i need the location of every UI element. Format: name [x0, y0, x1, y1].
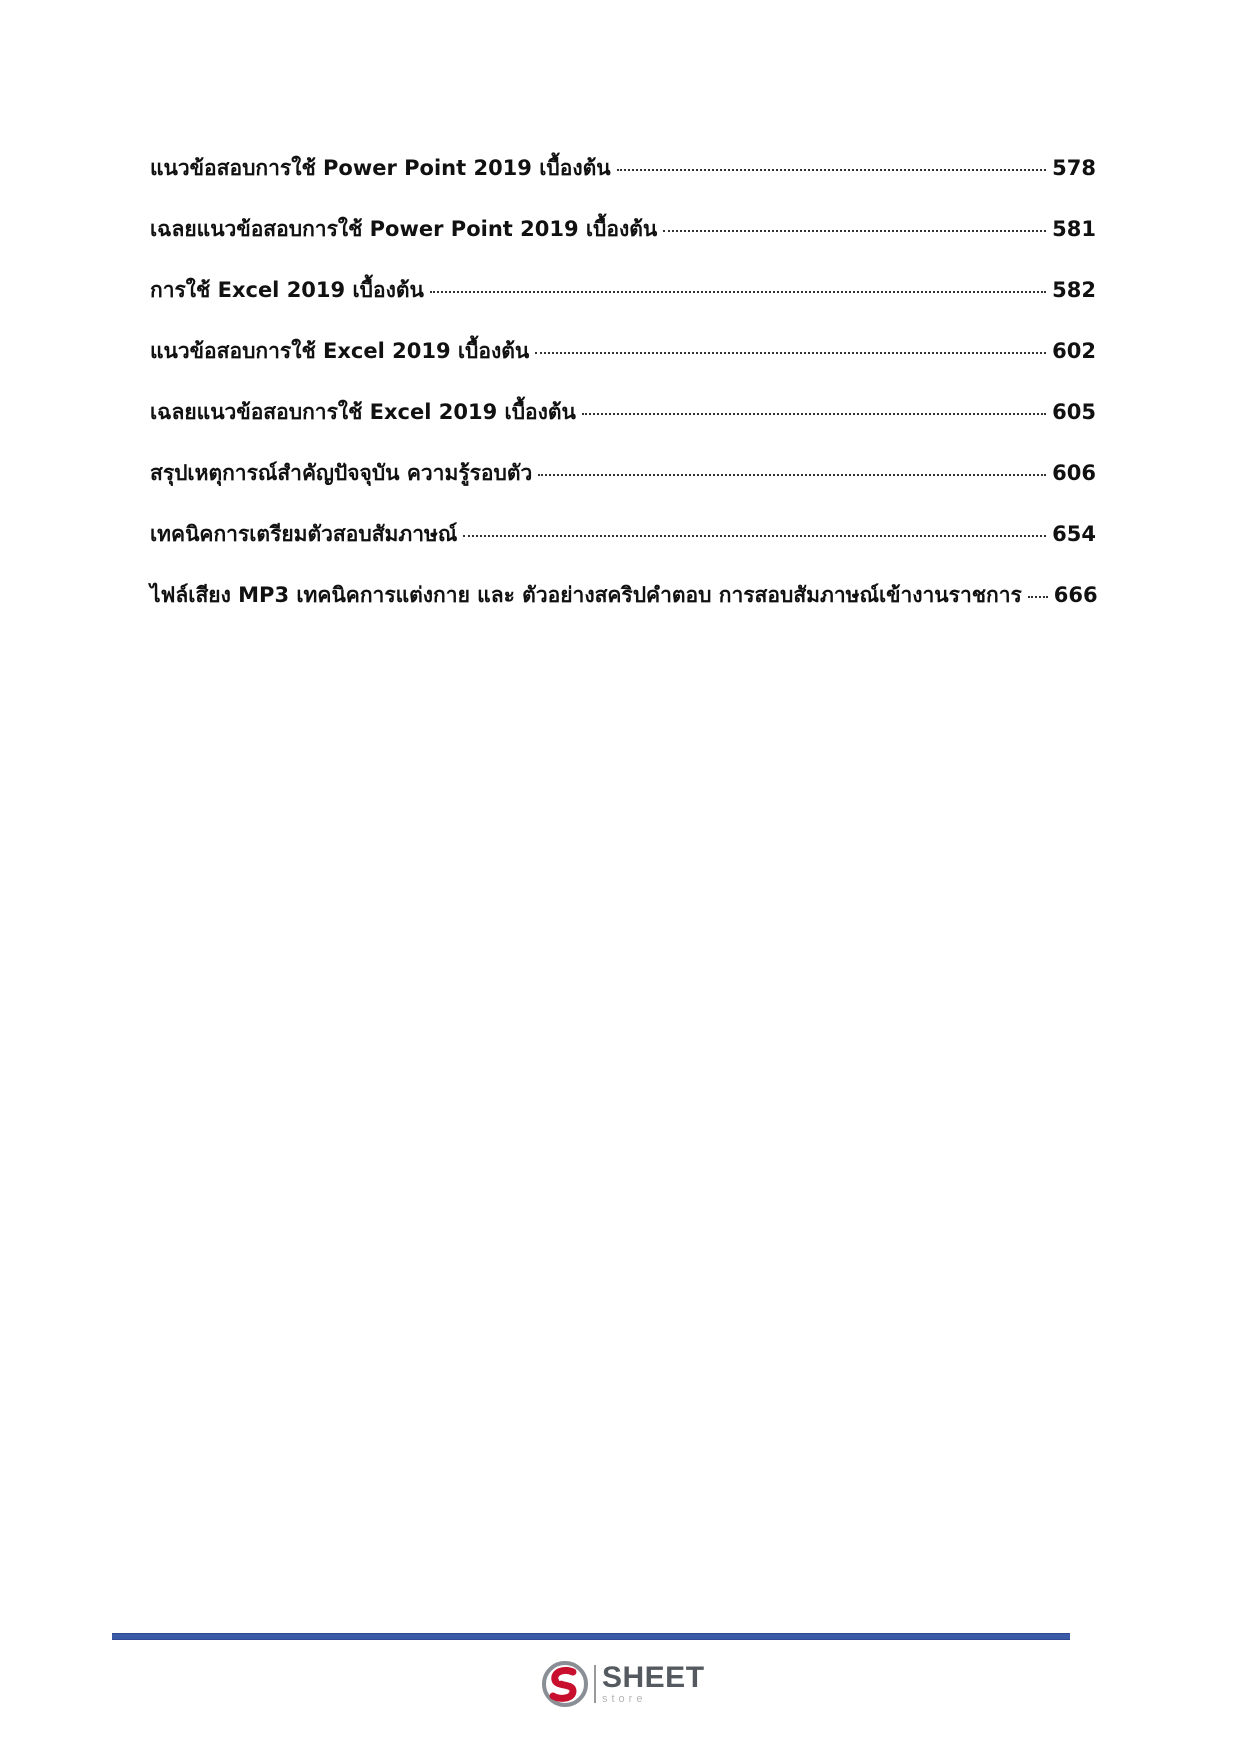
sheet-store-logo: [540, 1658, 710, 1710]
toc-entry-title: แนวข้อสอบการใช้ Power Point 2019 เบื้องต้น: [150, 156, 611, 180]
toc-entry-title: เทคนิคการเตรียมตัวสอบสัมภาษณ์: [150, 522, 458, 546]
toc-entry-page: 654: [1052, 522, 1096, 546]
toc-entry-page: 606: [1052, 461, 1096, 485]
table-of-contents: [150, 152, 1096, 640]
toc-entry-page: 581: [1052, 217, 1096, 241]
toc-entry[interactable]: [150, 457, 1096, 518]
toc-entry-page: 605: [1052, 400, 1096, 424]
toc-entry-page: 666: [1053, 583, 1098, 607]
toc-leader-dots: [538, 474, 1046, 476]
toc-leader-dots: [617, 169, 1047, 171]
toc-entry-title: แนวข้อสอบการใช้ Excel 2019 เบื้องต้น: [150, 339, 530, 363]
sheet-store-logo-icon: [540, 1659, 590, 1709]
toc-entry[interactable]: [150, 274, 1096, 335]
toc-leader-dots: [1028, 596, 1048, 598]
toc-leader-dots: [663, 230, 1046, 232]
toc-entry[interactable]: [150, 213, 1096, 274]
toc-entry-title: ไฟล์เสียง MP3 เทคนิคการแต่งกาย และ ตัวอย่างสคริปคำตอบ การสอบสัมภาษณ์เข้างานราชการ: [150, 583, 1022, 607]
toc-entry[interactable]: [150, 396, 1096, 457]
toc-entry[interactable]: [150, 152, 1096, 213]
toc-entry-page: 582: [1052, 278, 1096, 302]
toc-entry-title: เฉลยแนวข้อสอบการใช้ Excel 2019 เบื้องต้น: [150, 400, 576, 424]
toc-leader-dots: [430, 291, 1046, 293]
toc-leader-dots: [582, 413, 1046, 415]
logo-divider: [594, 1665, 596, 1703]
logo-name: SHEET: [602, 1661, 705, 1694]
toc-entry-title: การใช้ Excel 2019 เบื้องต้น: [150, 278, 424, 302]
toc-leader-dots: [463, 535, 1046, 537]
toc-entry-title: สรุปเหตุการณ์สำคัญปัจจุบัน ความรู้รอบตัว: [150, 461, 533, 485]
logo-wordmark: [602, 1663, 705, 1705]
logo-subname: store: [602, 1693, 647, 1705]
toc-entry[interactable]: [150, 579, 1096, 640]
footer-rule: [112, 1633, 1070, 1640]
toc-entry[interactable]: [150, 518, 1096, 579]
toc-entry[interactable]: [150, 335, 1096, 396]
toc-entry-page: 602: [1052, 339, 1096, 363]
toc-entry-page: 578: [1052, 156, 1096, 180]
toc-leader-dots: [535, 352, 1046, 354]
toc-entry-title: เฉลยแนวข้อสอบการใช้ Power Point 2019 เบื้องต้น: [150, 217, 658, 241]
